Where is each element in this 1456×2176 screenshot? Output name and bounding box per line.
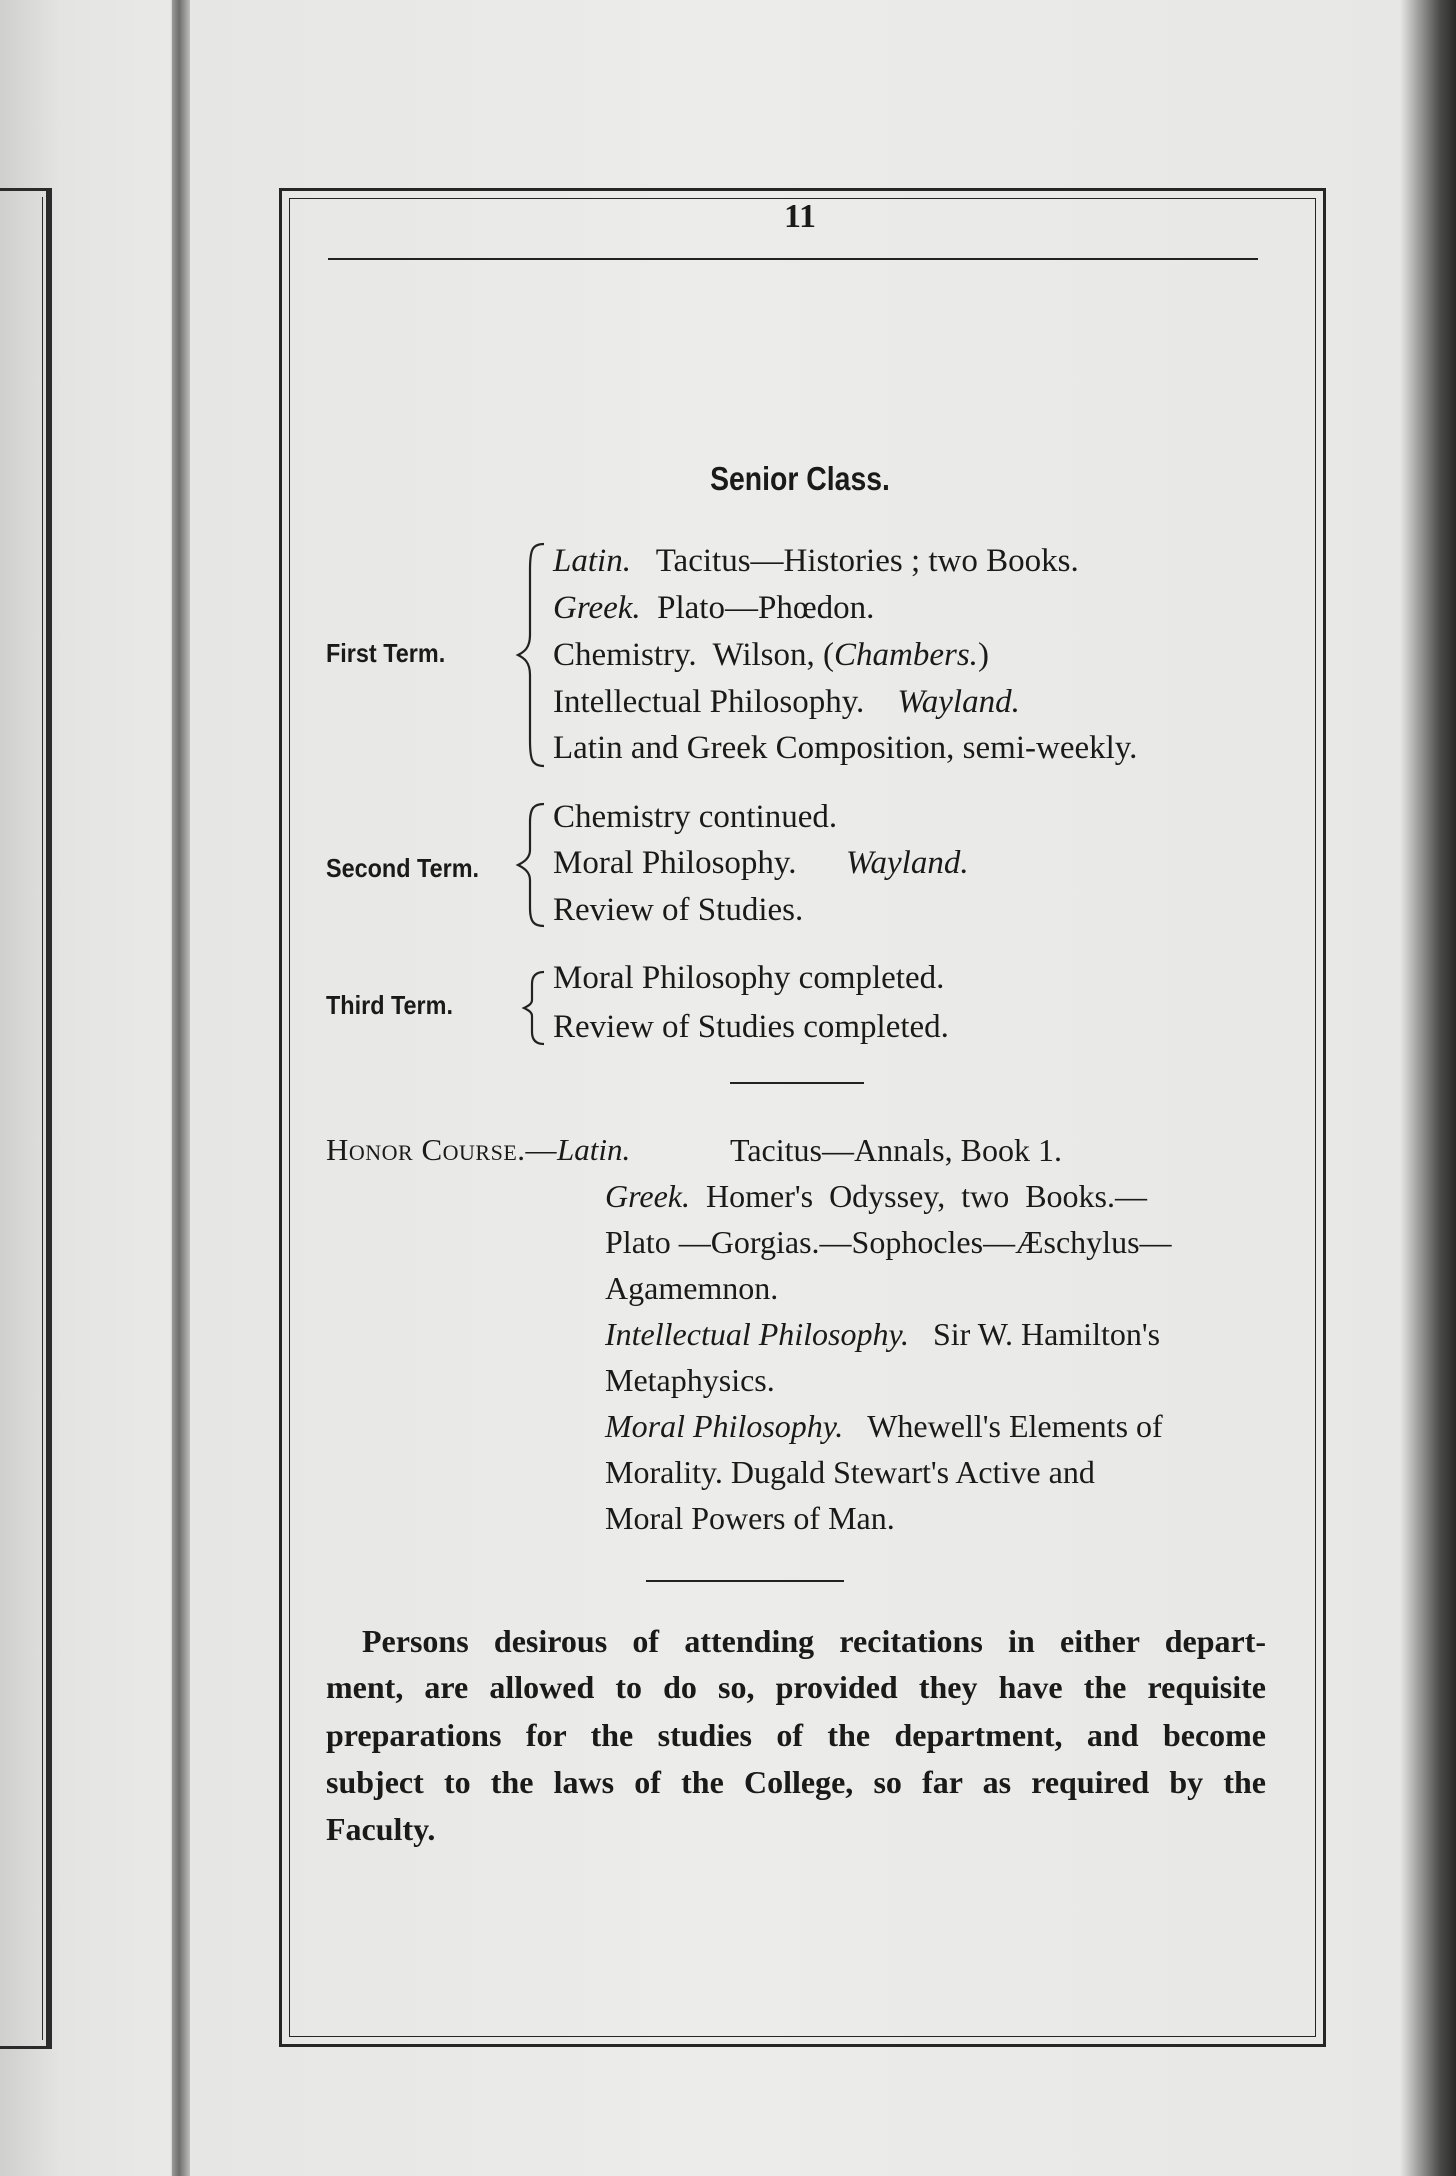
section-divider-honor (646, 1580, 844, 1582)
note-line-4: subject to the laws of the College, so far as required by the (326, 1764, 1266, 1800)
brace-third-term (518, 968, 552, 1048)
note-line-2: ment, are allowed to do so, provided they have the requisite (326, 1669, 1266, 1705)
honor-line-9: Moral Powers of Man. (605, 1500, 895, 1536)
brace-second-term (514, 800, 554, 930)
first-term-line-1: Latin. Tacitus—Histories ; two Books. (553, 543, 1079, 579)
brace-first-term (514, 540, 554, 770)
first-term-line-4: Intellectual Philosophy. Wayland. (553, 684, 1020, 720)
note-line-1: Persons desirous of attending recitations in either depart- (362, 1623, 1266, 1659)
term-label-second: Second Term. (326, 853, 480, 883)
first-term-line-3: Chemistry. Wilson, (Chambers.) (553, 637, 989, 673)
honor-line-8: Morality. Dugald Stewart's Active and (605, 1454, 1095, 1490)
first-term-line-5: Latin and Greek Composition, semi-weekly. (553, 730, 1138, 766)
honor-line-6: Metaphysics. (605, 1362, 775, 1398)
header-rule (328, 258, 1258, 260)
section-divider-short (730, 1082, 864, 1084)
third-term-line-1: Moral Philosophy completed. (553, 960, 945, 996)
note-line-3: preparations for the studies of the department, and become (326, 1717, 1266, 1753)
honor-line-1: Tacitus—Annals, Book 1. (730, 1132, 1062, 1168)
previous-page-edge (0, 0, 182, 2176)
second-term-line-2: Moral Philosophy. Wayland. (553, 845, 969, 881)
second-term-line-3: Review of Studies. (553, 892, 804, 928)
honor-line-7: Moral Philosophy. Whewell's Elements of (605, 1408, 1163, 1444)
term-label-third: Third Term. (326, 990, 453, 1020)
page-number: 11 (783, 198, 817, 235)
book-gutter (172, 0, 190, 2176)
honor-course-label: Honor Course.—Latin. (326, 1132, 631, 1167)
term-label-first: First Term. (326, 638, 446, 668)
third-term-line-2: Review of Studies completed. (553, 1009, 949, 1045)
honor-line-2: Greek. Homer's Odyssey, two Books.— (605, 1178, 1147, 1214)
second-term-line-1: Chemistry continued. (553, 799, 838, 835)
honor-line-5: Intellectual Philosophy. Sir W. Hamilton's (605, 1316, 1161, 1352)
section-title: Senior Class. (710, 460, 890, 497)
honor-line-4: Agamemnon. (605, 1270, 779, 1306)
note-line-5: Faculty. (326, 1811, 436, 1847)
first-term-line-2: Greek. Plato—Phœdon. (553, 590, 875, 626)
previous-page-frame (0, 188, 52, 2049)
honor-line-3: Plato —Gorgias.—Sophocles—Æschylus— (605, 1224, 1172, 1260)
